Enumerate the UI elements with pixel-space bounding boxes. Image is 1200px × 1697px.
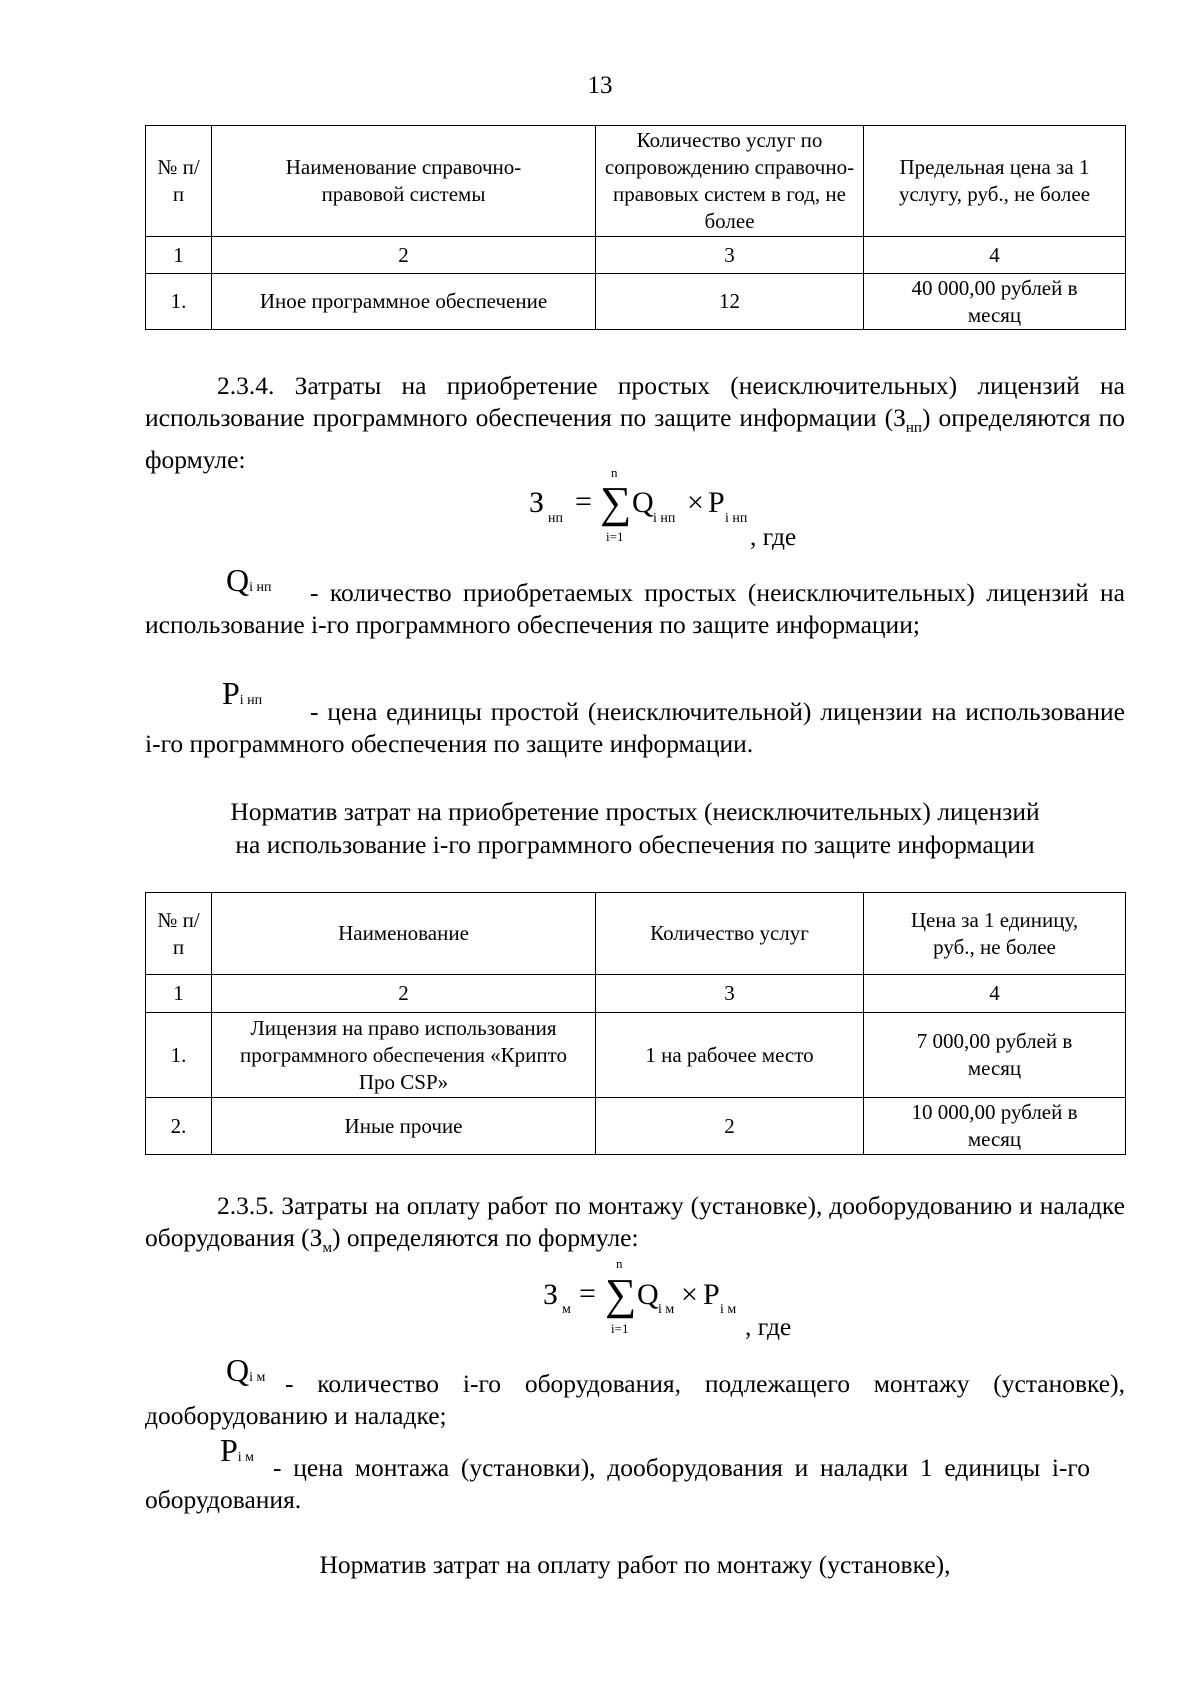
column-number: 1 bbox=[146, 237, 212, 274]
cell-price: 7 000,00 рублей в месяц bbox=[864, 1013, 1126, 1098]
table-3-title: Норматив затрат на оплату работ по монтажу (установке), bbox=[319, 1550, 951, 1579]
column-number: 4 bbox=[864, 237, 1126, 274]
definition-p-im: - цена монтажа (установки), дооборудования и наладки 1 единицы i-го оборудования. bbox=[145, 1453, 1090, 1514]
cell-quantity: 1 на рабочее место bbox=[596, 1013, 864, 1098]
cell-number: 1. bbox=[146, 274, 212, 330]
column-number: 3 bbox=[596, 975, 864, 1013]
cell-number: 2. bbox=[146, 1098, 212, 1155]
cell-quantity: 2 bbox=[596, 1098, 864, 1155]
definition-q-im: - количество i-го оборудования, подлежащего монтажу (установке), дооборудованию и наладке; bbox=[145, 1369, 1125, 1430]
header-cell: № п/п bbox=[146, 893, 212, 975]
cell-price: 10 000,00 рублей в месяц bbox=[864, 1098, 1126, 1155]
cell-name: Иное программное обеспечение bbox=[212, 274, 596, 330]
definition-p-inp: - цена единицы простой (неисключительной) лицензии на использование i-го программного обеспечения по защите информации. bbox=[145, 697, 1125, 758]
cell-price: 40 000,00 рублей в месяц bbox=[864, 274, 1126, 330]
table-header-row bbox=[146, 893, 1126, 975]
column-number: 4 bbox=[864, 975, 1126, 1013]
table-header-row bbox=[146, 126, 1126, 237]
symbol-q-inp: Qi нп bbox=[226, 562, 272, 598]
header-cell: Предельная цена за 1 услугу, руб., не более bbox=[864, 126, 1126, 237]
table-row bbox=[146, 1013, 1126, 1098]
symbol-q-im: Qi м bbox=[226, 1352, 266, 1388]
column-number: 3 bbox=[596, 237, 864, 274]
table-2-title: Норматив затрат на приобретение простых (неисключительных) лицензий на использование i-го программного обеспечения по защите информации bbox=[230, 797, 1040, 859]
header-cell: Количество услуг bbox=[596, 893, 864, 975]
definition-q-inp: - количество приобретаемых простых (неисключительных) лицензий на использование i-го программного обеспечения по защите информации; bbox=[145, 578, 1125, 639]
header-cell: Цена за 1 единицу, руб., не более bbox=[864, 893, 1126, 975]
header-cell: № п/п bbox=[146, 126, 212, 237]
table-license-costs bbox=[145, 892, 1126, 1155]
section-2-3-5-text: 2.3.5. Затраты на оплату работ по монтажу (установке), дооборудованию и наладке оборудования $(З_м)$ определяются по формуле: bbox=[145, 1191, 1125, 1257]
column-number: 2 bbox=[212, 975, 596, 1013]
table-row bbox=[146, 1098, 1126, 1155]
column-number: 2 bbox=[212, 237, 596, 274]
table-row bbox=[146, 274, 1126, 330]
page-number: 13 bbox=[587, 72, 613, 99]
section-2-3-4-text: 2.3.4. Затраты на приобретение простых (неисключительных) лицензий на использование программного обеспечения по защите информации $(З_{нп})$ определяются по формуле: bbox=[145, 371, 1125, 475]
formula-installation-costs: З м = n ∑ i=1 Q i м × P i м , где bbox=[543, 1256, 792, 1341]
cell-name: Лицензия на право использования программного обеспечения «Крипто Про CSP» bbox=[212, 1013, 596, 1098]
header-cell: Наименование справочно-правовой системы bbox=[212, 126, 596, 237]
cell-number: 1. bbox=[146, 1013, 212, 1098]
cell-quantity: 12 bbox=[596, 274, 864, 330]
column-number-row bbox=[146, 237, 1126, 274]
formula-license-costs: З нп = n ∑ i=1 Q i нп × P i нп , где bbox=[529, 465, 797, 551]
header-cell: Наименование bbox=[212, 893, 596, 975]
column-number-row bbox=[146, 975, 1126, 1013]
symbol-p-inp: Pi нп bbox=[222, 675, 263, 711]
column-number: 1 bbox=[146, 975, 212, 1013]
header-cell: Количество услуг по сопровождению справочно-правовых систем в год, не более bbox=[596, 126, 864, 237]
cell-name: Иные прочие bbox=[212, 1098, 596, 1155]
symbol-p-im: Pi м bbox=[220, 1432, 255, 1468]
table-software-support bbox=[145, 125, 1126, 330]
